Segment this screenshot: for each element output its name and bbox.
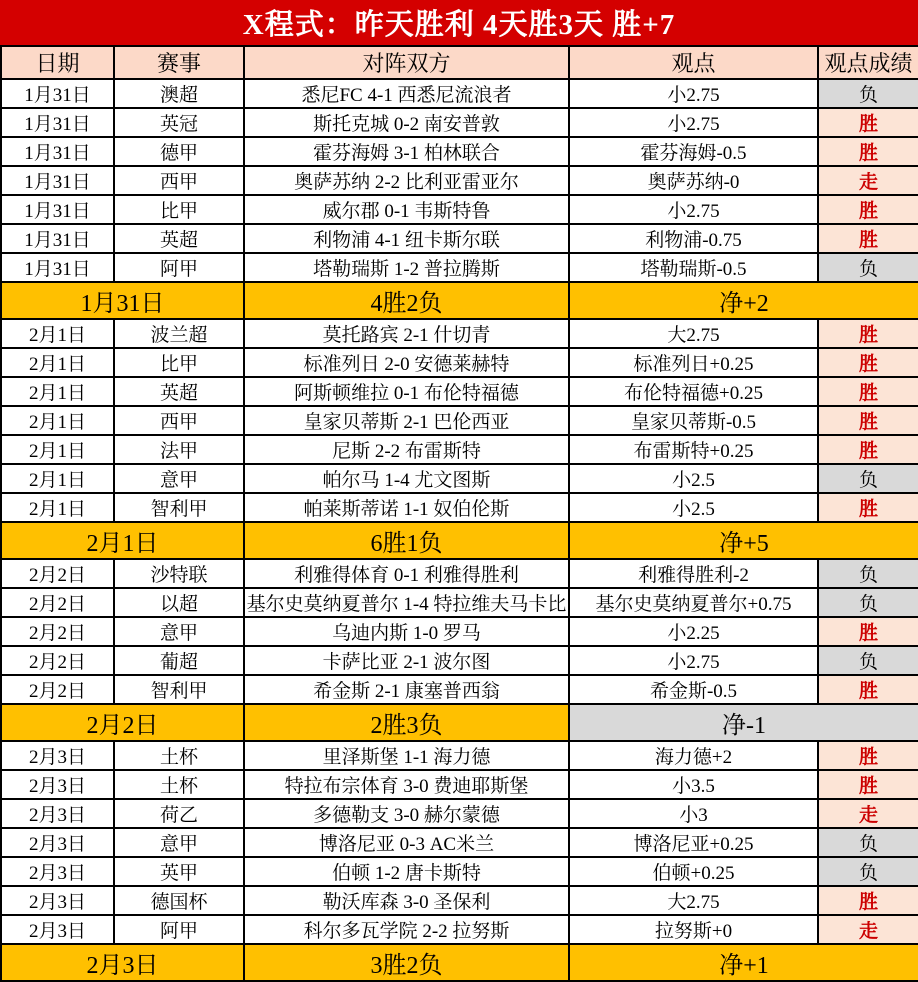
date-cell: 2月2日 [1, 559, 114, 588]
date-cell: 1月31日 [1, 195, 114, 224]
date-cell: 1月31日 [1, 137, 114, 166]
result-cell: 胜 [818, 137, 918, 166]
table-row [1, 915, 918, 944]
opinion-cell: 小2.75 [569, 108, 818, 137]
match-cell: 威尔郡 0-1 韦斯特鲁 [244, 195, 569, 224]
opinion-cell: 小2.75 [569, 646, 818, 675]
opinion-cell: 伯顿+0.25 [569, 857, 818, 886]
date-cell: 2月2日 [1, 588, 114, 617]
result-cell: 胜 [818, 435, 918, 464]
results-table-body [1, 79, 918, 981]
league-cell: 西甲 [114, 406, 244, 435]
result-cell: 负 [818, 559, 918, 588]
date-cell: 2月1日 [1, 377, 114, 406]
result-cell: 胜 [818, 741, 918, 770]
match-cell: 博洛尼亚 0-3 AC米兰 [244, 828, 569, 857]
match-cell: 尼斯 2-2 布雷斯特 [244, 435, 569, 464]
header-match: 对阵双方 [244, 46, 569, 79]
match-cell: 奥萨苏纳 2-2 比利亚雷亚尔 [244, 166, 569, 195]
match-cell: 勒沃库森 3-0 圣保利 [244, 886, 569, 915]
date-cell: 1月31日 [1, 79, 114, 108]
table-row [1, 770, 918, 799]
result-cell: 负 [818, 588, 918, 617]
opinion-cell: 奥萨苏纳-0 [569, 166, 818, 195]
result-cell: 胜 [818, 770, 918, 799]
summary-record-cell: 4胜2负 [244, 282, 569, 319]
opinion-cell: 标准列日+0.25 [569, 348, 818, 377]
summary-net-cell: 净+2 [569, 282, 918, 319]
summary-date-cell: 2月3日 [1, 944, 244, 981]
table-row [1, 799, 918, 828]
league-cell: 以超 [114, 588, 244, 617]
result-cell: 胜 [818, 377, 918, 406]
date-cell: 1月31日 [1, 224, 114, 253]
date-cell: 2月3日 [1, 741, 114, 770]
match-cell: 帕尔马 1-4 尤文图斯 [244, 464, 569, 493]
results-table [0, 45, 918, 982]
opinion-cell: 小3 [569, 799, 818, 828]
league-cell: 沙特联 [114, 559, 244, 588]
result-cell: 负 [818, 464, 918, 493]
result-cell: 胜 [818, 617, 918, 646]
date-cell: 1月31日 [1, 108, 114, 137]
match-cell: 阿斯顿维拉 0-1 布伦特福德 [244, 377, 569, 406]
match-cell: 里泽斯堡 1-1 海力德 [244, 741, 569, 770]
match-cell: 卡萨比亚 2-1 波尔图 [244, 646, 569, 675]
result-cell: 胜 [818, 675, 918, 704]
table-row [1, 377, 918, 406]
date-cell: 1月31日 [1, 253, 114, 282]
table-row [1, 195, 918, 224]
opinion-cell: 博洛尼亚+0.25 [569, 828, 818, 857]
league-cell: 意甲 [114, 828, 244, 857]
date-cell: 2月3日 [1, 799, 114, 828]
opinion-cell: 小2.5 [569, 493, 818, 522]
opinion-cell: 小2.75 [569, 195, 818, 224]
opinion-cell: 霍芬海姆-0.5 [569, 137, 818, 166]
summary-row [1, 944, 918, 981]
league-cell: 比甲 [114, 348, 244, 377]
league-cell: 意甲 [114, 617, 244, 646]
league-cell: 荷乙 [114, 799, 244, 828]
opinion-cell: 希金斯-0.5 [569, 675, 818, 704]
match-cell: 斯托克城 0-2 南安普敦 [244, 108, 569, 137]
result-cell: 走 [818, 166, 918, 195]
match-cell: 皇家贝蒂斯 2-1 巴伦西亚 [244, 406, 569, 435]
league-cell: 阿甲 [114, 915, 244, 944]
date-cell: 2月3日 [1, 915, 114, 944]
result-cell: 负 [818, 828, 918, 857]
header-row [1, 46, 918, 79]
date-cell: 2月3日 [1, 828, 114, 857]
table-row [1, 646, 918, 675]
result-cell: 走 [818, 799, 918, 828]
date-cell: 2月2日 [1, 617, 114, 646]
date-cell: 1月31日 [1, 166, 114, 195]
opinion-cell: 塔勒瑞斯-0.5 [569, 253, 818, 282]
table-row [1, 253, 918, 282]
header-opinion: 观点 [569, 46, 818, 79]
result-cell: 胜 [818, 348, 918, 377]
league-cell: 澳超 [114, 79, 244, 108]
summary-net-cell: 净+5 [569, 522, 918, 559]
match-cell: 基尔史莫纳夏普尔 1-4 特拉维夫马卡比 [244, 588, 569, 617]
opinion-cell: 利雅得胜利-2 [569, 559, 818, 588]
table-row [1, 108, 918, 137]
table-row [1, 886, 918, 915]
summary-row [1, 522, 918, 559]
table-row [1, 319, 918, 348]
date-cell: 2月3日 [1, 770, 114, 799]
date-cell: 2月3日 [1, 886, 114, 915]
summary-date-cell: 2月2日 [1, 704, 244, 741]
date-cell: 2月1日 [1, 493, 114, 522]
result-cell: 负 [818, 79, 918, 108]
match-cell: 帕莱斯蒂诺 1-1 奴伯伦斯 [244, 493, 569, 522]
date-cell: 2月1日 [1, 319, 114, 348]
summary-net-cell: 净+1 [569, 944, 918, 981]
match-cell: 标准列日 2-0 安德莱赫特 [244, 348, 569, 377]
opinion-cell: 海力德+2 [569, 741, 818, 770]
league-cell: 智利甲 [114, 493, 244, 522]
result-cell: 负 [818, 253, 918, 282]
match-cell: 希金斯 2-1 康塞普西翁 [244, 675, 569, 704]
table-row [1, 137, 918, 166]
header-date: 日期 [1, 46, 114, 79]
league-cell: 英甲 [114, 857, 244, 886]
summary-net-cell: 净-1 [569, 704, 918, 741]
league-cell: 土杯 [114, 770, 244, 799]
result-cell: 胜 [818, 493, 918, 522]
opinion-cell: 小2.25 [569, 617, 818, 646]
summary-date-cell: 2月1日 [1, 522, 244, 559]
opinion-cell: 大2.75 [569, 319, 818, 348]
opinion-cell: 大2.75 [569, 886, 818, 915]
league-cell: 英超 [114, 224, 244, 253]
opinion-cell: 利物浦-0.75 [569, 224, 818, 253]
opinion-cell: 小3.5 [569, 770, 818, 799]
date-cell: 2月3日 [1, 857, 114, 886]
match-cell: 利雅得体育 0-1 利雅得胜利 [244, 559, 569, 588]
result-cell: 胜 [818, 108, 918, 137]
date-cell: 2月2日 [1, 646, 114, 675]
opinion-cell: 布雷斯特+0.25 [569, 435, 818, 464]
header-league: 赛事 [114, 46, 244, 79]
table-row [1, 857, 918, 886]
table-row [1, 617, 918, 646]
page-title: X程式：昨天胜利 4天胜3天 胜+7 [0, 0, 918, 45]
table-row [1, 828, 918, 857]
date-cell: 2月1日 [1, 435, 114, 464]
league-cell: 德甲 [114, 137, 244, 166]
table-row [1, 588, 918, 617]
match-cell: 霍芬海姆 3-1 柏林联合 [244, 137, 569, 166]
result-cell: 胜 [818, 319, 918, 348]
opinion-cell: 拉努斯+0 [569, 915, 818, 944]
summary-row [1, 704, 918, 741]
league-cell: 西甲 [114, 166, 244, 195]
table-row [1, 741, 918, 770]
league-cell: 意甲 [114, 464, 244, 493]
table-row [1, 224, 918, 253]
match-cell: 莫托路宾 2-1 什切青 [244, 319, 569, 348]
result-cell: 负 [818, 646, 918, 675]
table-row [1, 675, 918, 704]
summary-record-cell: 3胜2负 [244, 944, 569, 981]
result-cell: 胜 [818, 195, 918, 224]
opinion-cell: 基尔史莫纳夏普尔+0.75 [569, 588, 818, 617]
league-cell: 波兰超 [114, 319, 244, 348]
match-cell: 乌迪内斯 1-0 罗马 [244, 617, 569, 646]
league-cell: 智利甲 [114, 675, 244, 704]
summary-record-cell: 2胜3负 [244, 704, 569, 741]
date-cell: 2月1日 [1, 348, 114, 377]
league-cell: 英超 [114, 377, 244, 406]
summary-date-cell: 1月31日 [1, 282, 244, 319]
table-row [1, 79, 918, 108]
opinion-cell: 小2.5 [569, 464, 818, 493]
result-cell: 胜 [818, 886, 918, 915]
opinion-cell: 小2.75 [569, 79, 818, 108]
league-cell: 葡超 [114, 646, 244, 675]
table-row [1, 348, 918, 377]
result-cell: 胜 [818, 406, 918, 435]
result-cell: 走 [818, 915, 918, 944]
match-cell: 利物浦 4-1 纽卡斯尔联 [244, 224, 569, 253]
table-row [1, 166, 918, 195]
league-cell: 德国杯 [114, 886, 244, 915]
summary-record-cell: 6胜1负 [244, 522, 569, 559]
match-cell: 塔勒瑞斯 1-2 普拉腾斯 [244, 253, 569, 282]
table-row [1, 406, 918, 435]
table-row [1, 464, 918, 493]
league-cell: 英冠 [114, 108, 244, 137]
date-cell: 2月1日 [1, 406, 114, 435]
match-cell: 悉尼FC 4-1 西悉尼流浪者 [244, 79, 569, 108]
table-row [1, 559, 918, 588]
match-cell: 科尔多瓦学院 2-2 拉努斯 [244, 915, 569, 944]
result-cell: 胜 [818, 224, 918, 253]
table-row [1, 435, 918, 464]
league-cell: 土杯 [114, 741, 244, 770]
match-cell: 特拉布宗体育 3-0 费迪耶斯堡 [244, 770, 569, 799]
league-cell: 法甲 [114, 435, 244, 464]
league-cell: 阿甲 [114, 253, 244, 282]
opinion-cell: 布伦特福德+0.25 [569, 377, 818, 406]
result-cell: 负 [818, 857, 918, 886]
match-cell: 伯顿 1-2 唐卡斯特 [244, 857, 569, 886]
table-row [1, 493, 918, 522]
summary-row [1, 282, 918, 319]
league-cell: 比甲 [114, 195, 244, 224]
date-cell: 2月1日 [1, 464, 114, 493]
match-cell: 多德勒支 3-0 赫尔蒙德 [244, 799, 569, 828]
header-result: 观点成绩 [818, 46, 918, 79]
opinion-cell: 皇家贝蒂斯-0.5 [569, 406, 818, 435]
date-cell: 2月2日 [1, 675, 114, 704]
